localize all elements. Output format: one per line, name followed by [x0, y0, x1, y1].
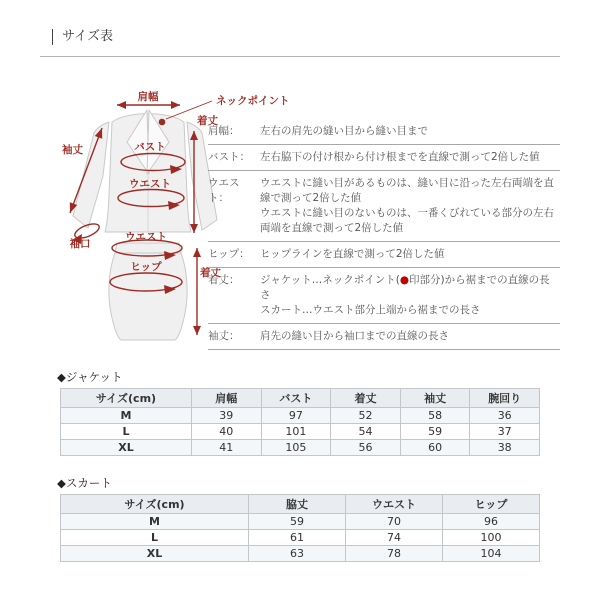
definition-description — [260, 247, 560, 262]
column-header: 脇丈 — [249, 495, 346, 514]
column-header: 袖丈 — [400, 389, 470, 408]
definition-term: 肩幅： — [208, 125, 240, 137]
table-cell: 39 — [192, 408, 262, 424]
definition-term: バスト： — [208, 151, 250, 163]
definition-row-bust — [208, 145, 560, 171]
arrowhead-icon — [171, 101, 180, 109]
column-header: サイズ(cm) — [61, 389, 192, 408]
neck-point-dot-glyph: ● — [399, 274, 410, 286]
size-label-cell: M — [61, 514, 249, 530]
neck-point-dot — [159, 119, 166, 126]
table-cell: 61 — [249, 530, 346, 546]
table-cell: 37 — [470, 424, 540, 440]
table-cell: 52 — [331, 408, 401, 424]
table-cell: 56 — [331, 440, 401, 456]
diagram-label-jacket-length: 着丈 — [197, 115, 218, 127]
definition-row-length — [208, 268, 560, 324]
column-header: 腕回り — [470, 389, 540, 408]
size-label-cell: L — [61, 424, 192, 440]
measurement-definitions — [208, 119, 560, 350]
jacket-size-section — [57, 371, 543, 456]
definition-text-pre: ジャケット…ネックポイント( — [260, 274, 400, 286]
size-label-cell: M — [61, 408, 192, 424]
definition-description — [260, 176, 560, 236]
table-cell: 105 — [261, 440, 331, 456]
size-label-cell: XL — [61, 546, 249, 562]
jacket-table-title: ◆ジャケット — [57, 370, 123, 384]
definition-term: ウエスト： — [208, 177, 240, 204]
table-cell: 101 — [261, 424, 331, 440]
column-header: サイズ(cm) — [61, 495, 249, 514]
jacket-left-sleeve — [73, 122, 109, 228]
definition-line: 左右の肩先の縫い目から縫い目まで — [260, 125, 428, 137]
table-cell: 54 — [331, 424, 401, 440]
skirt-size-section — [57, 477, 543, 562]
diagram-label-skirt-waist: ウエスト — [125, 231, 167, 243]
arrowhead-icon — [193, 248, 201, 257]
definition-row-sleeve — [208, 324, 560, 350]
column-header: 肩幅 — [192, 389, 262, 408]
definition-row-waist — [208, 171, 560, 242]
skirt-table-title: ◆スカート — [57, 476, 112, 490]
skirt-waistband — [115, 243, 181, 253]
table-row — [61, 440, 540, 456]
definition-line: ウエストに縫い目があるものは、縫い目に沿った左右両端を直線で測って2倍した値 — [260, 177, 554, 204]
column-header: ヒップ — [443, 495, 540, 514]
definition-description — [260, 329, 560, 344]
definition-line: スカート…ウエスト部分上端から裾までの長さ — [260, 304, 481, 316]
size-label-cell: XL — [61, 440, 192, 456]
column-header: バスト — [261, 389, 331, 408]
size-label-cell: L — [61, 530, 249, 546]
diagram-label-bust: バスト — [134, 141, 166, 153]
table-row — [61, 424, 540, 440]
table-cell: 104 — [443, 546, 540, 562]
table-cell: 96 — [443, 514, 540, 530]
definition-line: 左右脇下の付け根から付け根までを直線で測って2倍した値 — [260, 151, 540, 163]
diagram-label-hip: ヒップ — [130, 261, 162, 273]
table-cell: 58 — [400, 408, 470, 424]
diagram-label-cuff: 袖口 — [69, 238, 91, 250]
table-row — [61, 514, 540, 530]
jacket-size-table — [60, 388, 540, 456]
arrowhead-icon — [193, 326, 201, 335]
table-cell: 78 — [346, 546, 443, 562]
diagram-label-sleeve-length: 袖丈 — [62, 144, 83, 156]
diagram-label-skirt-length: 着丈 — [200, 267, 221, 279]
table-row — [61, 408, 540, 424]
definition-row-shoulder — [208, 119, 560, 145]
table-row — [61, 530, 540, 546]
column-header: 着丈 — [331, 389, 401, 408]
skirt-size-table — [60, 494, 540, 562]
table-cell: 59 — [400, 424, 470, 440]
definition-term: ヒップ： — [208, 248, 250, 260]
table-cell: 97 — [261, 408, 331, 424]
column-header: ウエスト — [346, 495, 443, 514]
definition-description — [260, 124, 560, 139]
table-cell: 38 — [470, 440, 540, 456]
definition-description — [260, 273, 560, 318]
table-cell: 59 — [249, 514, 346, 530]
table-header-row — [61, 495, 540, 514]
definition-term: 袖丈： — [208, 330, 240, 342]
arrowhead-icon — [117, 101, 126, 109]
table-cell: 74 — [346, 530, 443, 546]
definition-text-post: 印部分)から裾までの直線の長さ — [260, 274, 550, 301]
table-cell: 63 — [249, 546, 346, 562]
definition-line: 肩先の縫い目から袖口までの直線の長さ — [260, 330, 449, 342]
page-title: サイズ表 — [52, 29, 113, 45]
definition-term: 着丈： — [208, 274, 240, 286]
table-cell: 40 — [192, 424, 262, 440]
title-divider — [40, 56, 560, 57]
table-cell: 70 — [346, 514, 443, 530]
diagram-label-neck-point: ネックポイント — [216, 95, 290, 107]
definition-line — [260, 273, 560, 303]
diagram-label-jacket-waist: ウエスト — [129, 178, 171, 190]
diagram-label-shoulder-width: 肩幅 — [137, 91, 159, 103]
definition-row-hip — [208, 242, 560, 268]
table-cell: 41 — [192, 440, 262, 456]
definition-line: ヒップラインを直線で測って2倍した値 — [260, 248, 445, 260]
table-cell: 60 — [400, 440, 470, 456]
definition-description — [260, 150, 560, 165]
table-cell: 100 — [443, 530, 540, 546]
table-cell: 36 — [470, 408, 540, 424]
table-row — [61, 546, 540, 562]
definition-line: ウエストに縫い目のないものは、一番くびれている部分の左右両端を直線で測って2倍した値 — [260, 207, 554, 234]
table-header-row — [61, 389, 540, 408]
